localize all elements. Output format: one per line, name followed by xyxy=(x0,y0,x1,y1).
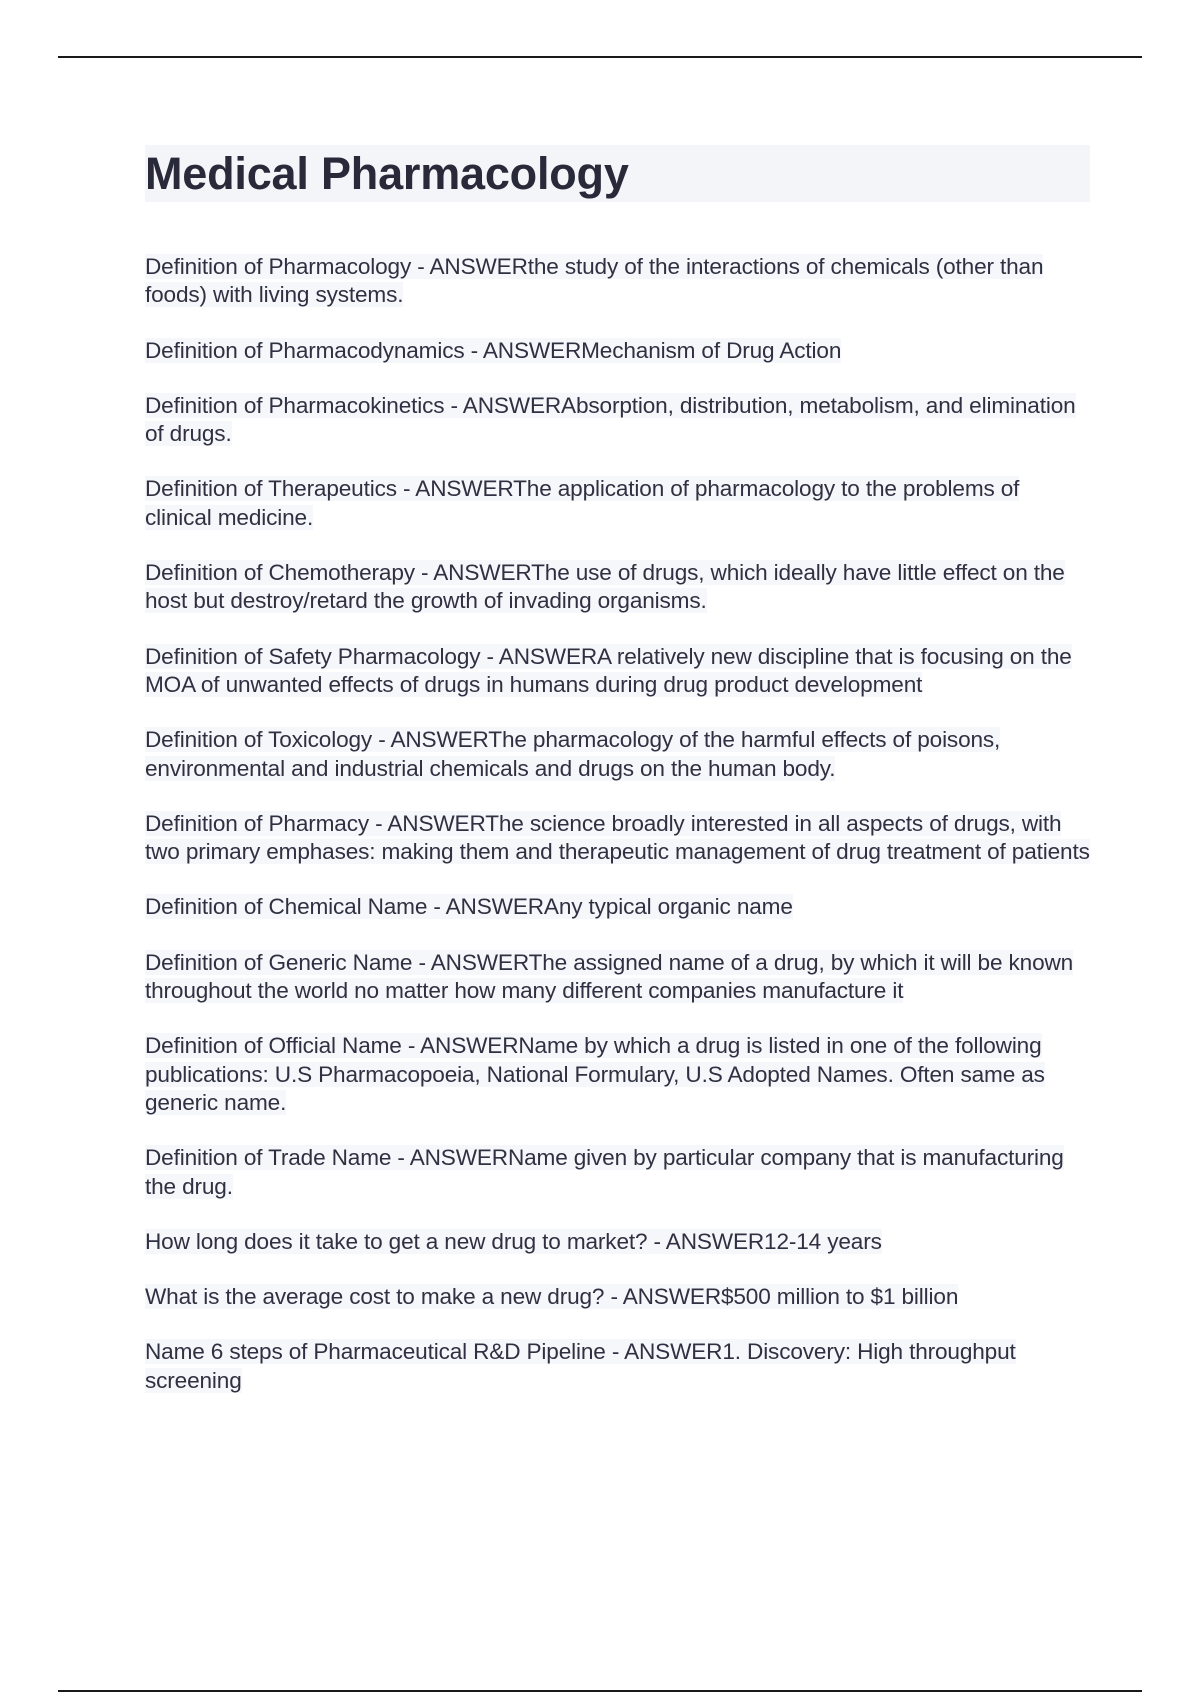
qa-entry-text: Definition of Generic Name - ANSWERThe assigned name of a drug, by which it will be known throughout the world no matter how many different companies manufacture it xyxy=(145,949,1074,1004)
qa-entry xyxy=(145,253,1090,310)
qa-entry xyxy=(145,643,1090,700)
qa-entry-text: Definition of Chemical Name - ANSWERAny typical organic name xyxy=(145,894,793,920)
page-title: Medical Pharmacology xyxy=(145,148,629,199)
bottom-rule xyxy=(58,1690,1142,1692)
qa-entry-text: Definition of Toxicology - ANSWERThe pharmacology of the harmful effects of poisons, environmental and industrial chemicals and drugs on the human body. xyxy=(145,727,1001,781)
top-rule xyxy=(58,56,1142,58)
qa-entry-text: Definition of Pharmacology - ANSWERthe study of the interactions of chemicals (other than foods) with living systems. xyxy=(145,254,1044,308)
qa-entry xyxy=(145,1338,1090,1395)
qa-entry-text: Definition of Trade Name - ANSWERName given by particular company that is manufacturing the drug. xyxy=(145,1145,1064,1199)
qa-entry-text: Definition of Chemotherapy - ANSWERThe use of drugs, which ideally have little effect on the host but destroy/retard the growth of invading organisms. xyxy=(145,560,1065,614)
qa-list xyxy=(145,253,1090,1395)
qa-entry xyxy=(145,893,1090,921)
qa-entry xyxy=(145,726,1090,783)
qa-entry xyxy=(145,1228,1090,1256)
qa-entry-text: Definition of Pharmacokinetics - ANSWERAbsorption, distribution, metabolism, and elimination of drugs. xyxy=(145,392,1076,447)
qa-entry xyxy=(145,810,1090,867)
qa-entry-text: Name 6 steps of Pharmaceutical R&D Pipeline - ANSWER1. Discovery: High throughput screening xyxy=(145,1339,1016,1393)
qa-entry xyxy=(145,559,1090,616)
qa-entry xyxy=(145,949,1090,1006)
qa-entry xyxy=(145,392,1090,449)
qa-entry xyxy=(145,475,1090,532)
document-page xyxy=(145,145,1090,1422)
qa-entry-text: Definition of Official Name - ANSWERName by which a drug is listed in one of the following publications: U.S Pharmacopoeia, National Formulary, U.S Adopted Names. Often same as generic name. xyxy=(145,1033,1045,1115)
qa-entry-text: Definition of Pharmacy - ANSWERThe science broadly interested in all aspects of drugs, with two primary emphases: making them and therapeutic management of drug treatment of patients xyxy=(145,810,1090,865)
title-band xyxy=(145,145,1090,202)
qa-entry-text: How long does it take to get a new drug to market? - ANSWER12-14 years xyxy=(145,1228,882,1254)
qa-entry xyxy=(145,337,1090,365)
qa-entry-text: Definition of Safety Pharmacology - ANSWERA relatively new discipline that is focusing on the MOA of unwanted effects of drugs in humans during drug product development xyxy=(145,643,1072,697)
qa-entry xyxy=(145,1032,1090,1117)
qa-entry xyxy=(145,1283,1090,1311)
qa-entry-text: What is the average cost to make a new drug? - ANSWER$500 million to $1 billion xyxy=(145,1284,959,1310)
qa-entry-text: Definition of Pharmacodynamics - ANSWERMechanism of Drug Action xyxy=(145,337,842,363)
qa-entry xyxy=(145,1144,1090,1201)
qa-entry-text: Definition of Therapeutics - ANSWERThe application of pharmacology to the problems of clinical medicine. xyxy=(145,476,1020,530)
